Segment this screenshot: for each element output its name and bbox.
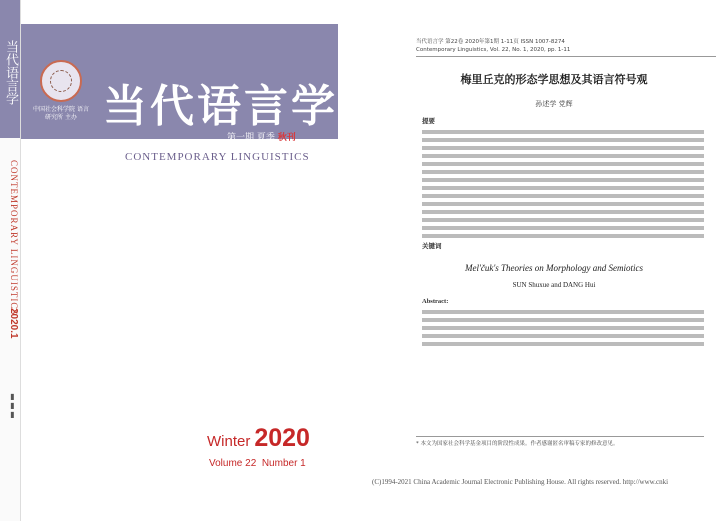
spine-issue: 2020.1: [8, 308, 19, 339]
cover-title-cn: 当代语言学: [103, 81, 338, 132]
text-line: [422, 234, 704, 238]
text-line: [422, 318, 704, 322]
journal-line-en: Contemporary Linguistics, Vol. 22, No. 1, 2020, pp. 1-11: [416, 47, 571, 53]
footnote: * 本文为国家社会科学基金项目的阶段性成果。作者感谢匿名审稿专家的修改意见。: [416, 436, 704, 448]
abstract-en-label: Abstract:: [422, 298, 449, 305]
cover-subtitle-b: 秋刊: [277, 133, 296, 143]
text-line: [422, 138, 704, 142]
text-line: [422, 210, 704, 214]
article-header: [416, 38, 704, 57]
journal-cover: [21, 0, 338, 521]
text-line: [422, 334, 704, 338]
text-line: [422, 342, 704, 346]
keywords-label: 关键词: [422, 242, 442, 250]
article-authors-cn: 孙述学 党辉: [535, 100, 573, 108]
text-line: [422, 130, 704, 134]
spine-color-band: [0, 0, 20, 138]
text-line: [422, 178, 704, 182]
cover-number: Number 1: [261, 458, 306, 469]
text-line: [422, 326, 704, 330]
cover-subtitle-a: 第一期 夏季: [227, 133, 275, 143]
spine-title-en: CONTEMPORARY LINGUISTICS: [9, 160, 19, 316]
journal-line: 当代语言学 第22卷 2020年第1期 1-11页 ISSN 1007-8274: [416, 39, 565, 45]
cover-volume: Volume 22: [209, 458, 257, 469]
institution-emblem-icon: [40, 60, 82, 102]
text-line: [422, 146, 704, 150]
cover-subtitle: [227, 130, 296, 143]
text-line: [422, 202, 704, 206]
cover-title-band: [21, 24, 338, 143]
abstract-label: 提要: [422, 117, 435, 125]
cover-season-year: [207, 424, 310, 453]
spine-publisher-logo: ▮▮▮: [8, 392, 17, 419]
copyright-notice: (C)1994-2021 China Academic Journal Electronic Publishing House. All rights reserved. http://www.cnki: [372, 478, 669, 486]
cover-season: Winter: [207, 433, 251, 450]
text-line: [422, 310, 704, 314]
abstract-en: [422, 297, 704, 346]
journal-spine: [0, 0, 21, 521]
article-title-cn: 梅里丘克的形态学思想及其语言符号观: [460, 73, 648, 86]
text-line: [422, 170, 704, 174]
article-first-page: [404, 38, 704, 508]
abstract-cn: [422, 117, 704, 251]
text-line: [422, 186, 704, 190]
cover-title-en: CONTEMPORARY LINGUISTICS: [125, 151, 310, 163]
text-line: [422, 226, 704, 230]
spine-title-cn: 当代语言学: [3, 40, 18, 105]
text-line: [422, 218, 704, 222]
text-line: [422, 194, 704, 198]
cover-volume-number: [209, 458, 306, 469]
text-line: [422, 162, 704, 166]
institution-name: 中国社会科学院 语言研究所 主办: [33, 106, 89, 121]
article-title-en: Mel'čuk's Theories on Morphology and Semiotics: [464, 263, 644, 273]
article-authors-en: SUN Shuxue and DANG Hui: [512, 281, 596, 289]
cover-year: 2020: [254, 424, 310, 452]
text-line: [422, 154, 704, 158]
